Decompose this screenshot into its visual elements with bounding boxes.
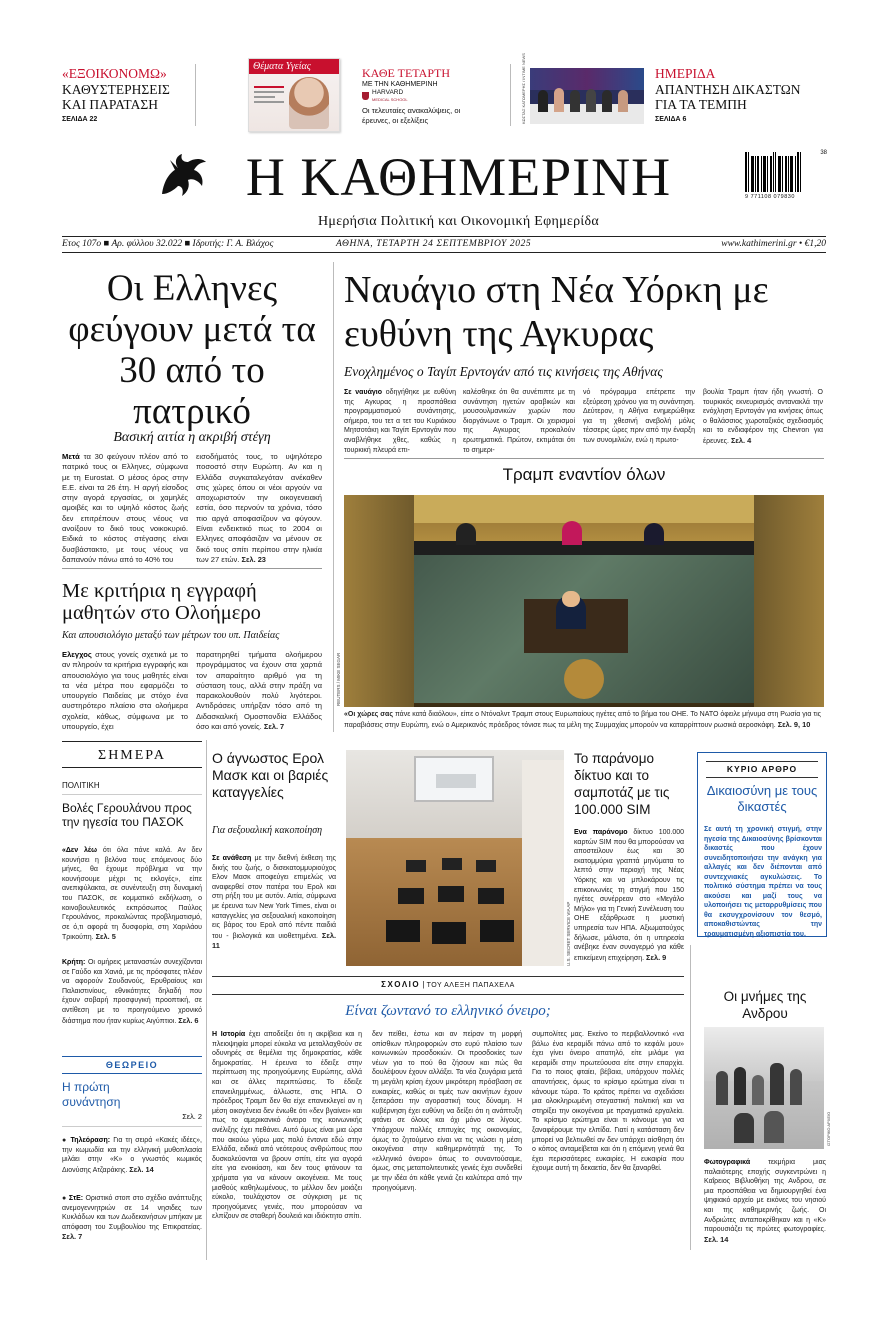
harvard-logo: [362, 89, 468, 103]
caption-page-ref[interactable]: Σελ. 9, 10: [777, 719, 811, 729]
un-photo-caption: [344, 710, 824, 732]
caption-lead: «Οι χώρες σας: [344, 711, 393, 718]
comment-label-row: [212, 980, 684, 989]
info-rule-top: [62, 236, 826, 237]
story-body-lead: Ελεγχος: [62, 650, 92, 659]
promo-magazine-line1: ΜΕ ΤΗΝ ΚΑΘΗΜΕΡΙΝΗ: [362, 81, 438, 88]
politics-label: ΠΟΛΙΤΙΚΗ: [62, 781, 100, 790]
lead-body-col4: [703, 388, 823, 452]
masthead-subtitle: Ημερήσια Πολιτική και Οικονομική Εφημερίδα: [318, 214, 599, 229]
sim-photo-credit: U.S. SECRET SERVICE VIA AP: [566, 901, 571, 966]
lead-body-text: οδηγήθηκε με ευθύνη της Αγκυρας η προσπάθεια προγραμματισμού συνάντησης, σήμερα, του τετ α τετ του Κυριάκου Μητσοτάκη και Ταγίπ Ερντογάν που αναβλήθηκε χθες, καθώς η τουρκική πλευρά επι-: [344, 389, 457, 454]
today-rule: [62, 1126, 202, 1127]
tv-lead: Τηλεόραση:: [70, 1137, 111, 1144]
theatre-title[interactable]: Η πρώτη συνάντηση: [62, 1080, 121, 1109]
andros-headline[interactable]: Οι μνήμες της Ανδρου: [723, 989, 807, 1021]
musk-lead: Σε ανάθεση: [212, 855, 252, 862]
magazine-cover-lines: [254, 83, 284, 106]
lead-body-lead: Σε ναυάγιο: [344, 389, 382, 396]
harvard-shield-icon: [362, 92, 369, 100]
story-body-lead: Μετά: [62, 452, 80, 461]
sim-page-ref[interactable]: Σελ. 9: [646, 952, 667, 962]
today-rule: [62, 741, 202, 742]
barcode: [745, 152, 827, 208]
photo-headline[interactable]: Τραμπ εναντίον όλων: [502, 465, 666, 484]
crete-page-ref[interactable]: Σελ. 6: [178, 1015, 199, 1025]
sim-farm-photo[interactable]: [346, 750, 564, 966]
promo-magazine-kicker: ΚΑΘΕ ΤΕΤΑΡΤΗ: [362, 66, 450, 80]
theatre-label: ΘΕΩΡΕΙΟ: [105, 1060, 159, 1070]
sim-text: δίκτυο 100.000 καρτών SIM που θα μπορούσαν να αποστείλουν έως και 30 εκατομμύρια γραπτά μηνύματα το λεπτό στην περιοχή της Νέας Υόρκης και να μπλοκάρουν τις επικοινωνίες τη στιγμή που 150 ηγέτες συνέρρεαν στο «Μεγάλο Μήλο» για τη Γενική Συνέλευση του ΟΗΕ εξάρθρωσε η μυστική υπηρεσία των ΗΠΑ. Αξιωματούχος δήλωσε, μάλιστα, ότι η υπηρεσία ανέβηκε έναν συναγερμό για κάθε επικείμενη επιχείρηση.: [574, 829, 684, 962]
comment-lead: Η Ιστορία: [212, 1031, 246, 1038]
column-divider: [333, 262, 334, 732]
comment-author: ΤΟΥ ΑΛΕΞΗ ΠΑΠΑΧΕΛΑ: [426, 982, 515, 989]
politics-body: [62, 846, 202, 952]
andros-photo[interactable]: [704, 1027, 824, 1149]
politics-lead: «Δεν λέω: [62, 847, 97, 854]
comment-body-col2: [372, 1030, 522, 1246]
editorial-rule: [706, 761, 818, 762]
promo-divider: [195, 64, 196, 126]
lead-subhead: Ενοχλημένος ο Ταγίπ Ερντογάν από τις κινήσεις της Αθήνας: [344, 364, 663, 379]
section-divider: [62, 568, 322, 569]
bullet-icon: ●: [62, 1137, 68, 1144]
andros-body: [704, 1158, 826, 1248]
promo-right-title: ΑΠΑΝΤΗΣΗ ΔΙΚΑΣΤΩΝ ΓΙΑ ΤΑ ΤΕΜΠΗ: [655, 82, 801, 112]
lead-body-text: νό πρόγραμμα επέτρεπε την εξεύρεση χρόνου για τη συνάντηση. Δεύτερον, η Αθήνα ενημερώθηκε για τη χθεσινή ανεβολή μόλις τέσσερις ώρες πριν από την έναρξη των συνομιλιών, ενώ η πρωτο-: [583, 389, 695, 444]
story-body-text: εισοδήματός τους, το υψηλότερο ποσοστό στην Ευρώπη. Αν και η Ελλάδα συγκαταλεγόταν ανέκαθεν στις χώρες όπου οι νέοι αργούν να αποχωριστούν την οικογενειακή εστία, όσο περνούν τα χρόνια, τόσο πιο αργά αποφασίζουν να φύγουν. Είναι ενδεικτικό πως το 2004 οι Ελληνες αποφάσιζαν να μένουν σε δικό τους σπίτι περίπου στην ηλικία των 27 ετών.: [196, 452, 322, 564]
caption-text: πάνε κατά διαόλου», είπε ο Ντόναλντ Τραμπ στους Ευρωπαίους ηγέτες από το βήμα του ΟΗΕ. Το ΝΑΤΟ όφειλε μήνυμα στη Ρωσία για τις παραβιάσεις στην Ευρώπη, ενώ ο Αμερικανός πρόεδρος τόνισε πως τα μέλη της Συμμαχίας μπορούν να καταρρίπτουν ρωσικά αεροσκάφη.: [344, 711, 822, 729]
promo-magazine[interactable]: [362, 66, 468, 128]
promo-left-page: ΣΕΛΙΔΑ 22: [62, 116, 98, 123]
story-body-text: στους γονείς σχετικά με το αν πληρούν τα κριτήρια εγγραφής και απουσιολόγιο για τους μαθητές είναι τα νέα μέτρα που εφαρμόζει το υπουργείο Παιδείας με στόχο ένα αυστηρότερο πλαίσιο στα ολοήμερα σχολεία, κάθως, σύμφωνα με το υπουργείο, έχει: [62, 650, 188, 732]
today-rule: [62, 794, 202, 795]
ste-lead: ΣτΕ:: [68, 1195, 84, 1202]
today-rule: [62, 767, 202, 768]
tv-text: Για τη σειρά «Κακές ιδέες», την κωμωδία και την ελληνική μυθοπλασία μιλάει στην «Κ» ο γνωστός κωμικός Διονύσης Ατζαράκης.: [62, 1137, 202, 1174]
theatre-page-ref[interactable]: Σελ. 2: [182, 1112, 202, 1121]
story-body-col2: [196, 650, 322, 730]
masthead-title: Η ΚΑΘΗΜΕΡΙΝΗ: [245, 147, 672, 207]
harvard-name: HARVARD: [372, 89, 404, 96]
story-headline[interactable]: Οι Ελληνες φεύγουν μετά τα 30 από το πατρικό: [68, 268, 316, 432]
editorial-title[interactable]: Δικαιοσύνη με τους δικαστές: [706, 783, 818, 814]
comment-separator: |: [422, 980, 427, 989]
column-divider: [690, 945, 691, 1250]
lead-page-ref[interactable]: Σελ. 4: [730, 435, 752, 445]
sim-headline[interactable]: Το παράνομο δίκτυο και το σαμποτάζ με τις 100.000 SIM: [574, 751, 670, 817]
story-page-ref[interactable]: Σελ. 7: [263, 722, 285, 732]
promo-left-title: ΚΑΘΥΣΤΕΡΗΣΕΙΣ ΚΑΙ ΠΑΡΑΤΑΣΗ: [62, 82, 170, 112]
theatre-rule: [62, 1073, 202, 1074]
comment-body-col1: [212, 1030, 362, 1246]
comment-text: συμπολίτες μας. Εκείνο το περιβαλλοντικό «να βάλω ένα κεραμίδι πάνω από το κεφάλι μου» έχει γίνει όνειρο απατηλό, είτε μιλάμε για κεραμίδι στην πρωτεύουσα είτε στην επαρχία. Για το ποιος φταίει, βέβαια, υπάρχουν πολλές απαντήσεις, όμως το κρίσιμο ερώτημα είναι τι κάνουμε τώρα. Το κράτος πρέπει να σχεδιάσει μια ολοκληρωμένη στεγαστική πολιτική και να στηρίξει την οικογένεια με πραγματικά εργαλεία. Το κρίσιμο ερώτημα είναι τι κάνουμε για να ξαναφέρουμε την ελπίδα. Γιατί η κατάσταση δεν μπορεί να βελτιωθεί αν δεν υπάρχει αίσθηση ότι ο κόπος ανταμείβεται και ότι η επόμενη γενιά θα έχει περισσότερες ευκαιρίες. Η ευκαιρία που έχουμε αυτή τη δεκαετία, δεν θα ξαναρθεί.: [532, 1031, 684, 1173]
magazine-cover-photo: [289, 77, 329, 129]
crete-body: [62, 958, 202, 1046]
promo-left[interactable]: [62, 66, 190, 128]
promo-left-tag: «ΕΞΟΙΚΟΝΟΜΩ»: [62, 66, 167, 81]
promo-right[interactable]: [655, 66, 815, 128]
politics-title[interactable]: Βολές Γερουλάνου προς την ηγεσία του ΠΑΣΟΚ: [62, 801, 192, 829]
promo-right-tag: ΗΜΕΡΙΔΑ: [655, 66, 716, 81]
info-left: Ετος 107ο ■ Αρ. φύλλου 32.022 ■ Ιδρυτής: Γ. Α. Βλάχος: [62, 239, 274, 249]
story-body-col1: [62, 650, 188, 730]
lead-body-col2: [463, 388, 575, 452]
andros-page-ref[interactable]: Σελ. 14: [704, 1234, 729, 1244]
story-body-text: παρατηρηθεί τμήματα ολοήμερου προγράμματος να έχουν στα χαρτιά τον απαραίτητο αριθμό για τη σύσταση τους, αλλά στην πράξη να παρακολουθούν πολύ λιγότεροι. Αντιδράσεις υπήρξαν τόσο από τη Διδασκαλική Ομοσπονδία Ελλάδος όσο και από γονείς.: [196, 650, 322, 732]
andros-lead: Φωτογραφικά: [704, 1159, 751, 1166]
un-assembly-photo[interactable]: [344, 495, 824, 707]
story-body-col2: [196, 452, 322, 564]
tv-body: [62, 1136, 202, 1188]
story-subhead: Βασική αιτία η ακριβή στέγη: [113, 430, 271, 445]
musk-body: [212, 854, 336, 964]
editorial-label: ΚΥΡΙΟ ΑΡΘΡΟ: [726, 764, 798, 774]
editorial-body: Σε αυτή τη χρονική στιγμή, στην ηγεσία της Δικαιοσύνης βρίσκονται δικαστές που έχουν συνειδητοποιήσει την ανάγκη για αλλαγές και δεν διέπονται από συντεχνιακές αγκυλώσεις. Το πολιτικό σύστημα πρέπει να τους ακούσει και μαζί τους να υλοποιήσει τις μεταρρυθμίσεις που θα εκσυγχρονίσουν τον θεσμό, αποκαθιστώντας την τραυματισμένη αξιοπιστία του.: [704, 826, 822, 938]
musk-text: με την διεθνή έκθεση της δικής του ζωής, ο δισεκατομμυριούχος Ελον Μασκ αποφεύγει επιμελώς να αναφερθεί στον πατέρα του Ερολ και στη ρήξη του με αυτόν. Αιτία, σύμφωνα με έρευνα των New York Times, είναι οι καταγγελίες για σεξουαλική κακοποίηση εις βάρος του Ερολ από πέντε παιδιά του - βιολογικά και υιοθετημένα.: [212, 855, 336, 940]
andros-text: τεκμήρια μιας παλαιότερης εποχής συγκεντρώνει η Καΐρειος Βιβλιοθήκη της Ανδρου, σε μια προσπάθεια να δημιουργηθεί ένα ψηφιακό αρχείο με εικόνες του νησιού και της καθημερινής ζωής. Οι Ανδριώτες ανταποκρίθηκαν και η «Κ» παρουσιάζει τις πρώτες φωτογραφίες.: [704, 1159, 826, 1234]
crete-lead: Κρήτη:: [62, 959, 86, 966]
bullet-icon: ●: [62, 1195, 67, 1202]
story-subhead: Και απουσιολόγιο μεταξύ των μέτρων του υπ. Παιδείας: [62, 630, 280, 641]
column-divider: [206, 740, 207, 1260]
un-photo-credit: REUTERS / MIKE SEGAR: [336, 652, 341, 706]
today-header: ΣΗΜΕΡΑ: [98, 748, 166, 763]
harvard-sub: MEDICAL SCHOOL: [372, 97, 408, 102]
andros-photo-credit: ΙΣΤΟΡΙΚΟ ΑΡΧΕΙΟ: [826, 1111, 831, 1146]
comment-headline[interactable]: Είναι ζωντανό το ελληνικό όνειρο;: [345, 1003, 551, 1019]
tv-page-ref[interactable]: Σελ. 14: [129, 1164, 154, 1174]
griffin-logo-icon: [156, 150, 208, 202]
crete-text: Οι ομήρεις μεταναστών συνεχίζονται σε Γαύδο και Χανιά, με τις πρόσφατες πλέον να αφορούν Σουδανούς, Ερυθραίους και Παλαιστινίους, εθνικότητες δηλαδή που έχουν σοβαρή προσφυγική προοπτική, σε αντίθεση με το προηγούμενο χρονικό διάστημα που ήταν κυρίως Αιγύπτιοι.: [62, 959, 202, 1025]
musk-headline[interactable]: Ο άγνωστος Ερολ Μασκ και οι βαριές καταγγελίες: [212, 750, 329, 800]
comment-body-col3: [532, 1030, 684, 1246]
promo-right-photo[interactable]: [530, 68, 644, 124]
promo-divider: [510, 64, 511, 126]
story-body-col1: [62, 452, 188, 564]
lead-headline[interactable]: Ναυάγιο στη Νέα Υόρκη με ευθύνη της Αγκυρας: [344, 269, 769, 355]
theatre-rule: [62, 1056, 202, 1057]
editorial-box: [697, 752, 827, 937]
lead-body-text: καλέσθηκε ότι θα συνέπιπτε με τη συνάντηση ηγετών αραβικών και μουσουλμανικών χωρών που διοργάνωνε ο Τραμπ. Οι χειρισμοί της Αγκυρας προκαλούν ερωτηματικά. Πρώτον, εκτιμάται ότι το σημερι-: [463, 389, 575, 454]
comment-label: ΣΧΟΛΙΟ: [381, 980, 421, 989]
lead-body-col1: [344, 388, 456, 452]
comment-rule: [212, 976, 684, 977]
lead-body-text: βουλία Τραμπ ήταν ήδη γνωστή. Ο τουρκικός εκνευρισμός αντανακλά την ενόχληση Ερντογάν για κινήσεις όπως ο θαλάσσιος χωροταξικός σχεδιασμός και το ενδιαφέρον της Chevron για έρευνες.: [703, 389, 823, 445]
ste-page-ref[interactable]: Σελ. 7: [62, 1232, 83, 1242]
musk-page-ref[interactable]: Σελ. 11: [212, 930, 336, 951]
magazine-cover[interactable]: [248, 58, 340, 132]
comment-rule: [212, 994, 684, 995]
promo-right-page: ΣΕΛΙΔΑ 6: [655, 116, 687, 123]
barcode-digits: 9 771108 079830: [745, 194, 795, 200]
magazine-cover-title: Θέματα Υγείας: [249, 59, 339, 74]
musk-subhead: Για σεξουαλική κακοποίηση: [212, 825, 323, 836]
info-right: www.kathimerini.gr • €1,20: [721, 239, 826, 249]
story-headline[interactable]: Με κριτήρια η εγγραφή μαθητών στο Ολοήμερο: [62, 580, 261, 624]
story-body-text: τα 30 φεύγουν πλέον από το πατρικό τους οι Ελληνες, σύμφωνα με τη Eurostat. Ο μέσος όρος στην Ε.Ε. είναι τα 26 έτη. Η αργή είσοδος στην αγορά εργασίας, οι χαμηλές αμοιβές και το υψηλό κόστος ζωής δεν επιτρέπουν στους νέους να ανοίξουν το δικό τους νοικοκυριό. Ειδικά το κόστος στέγασης είναι δυσβάστακτο, με τους νέους να δαπανούν πάνω από το 40% του: [62, 452, 188, 564]
sim-body: [574, 828, 684, 966]
sim-lead: Ενα παράνομο: [574, 829, 628, 836]
section-divider: [344, 458, 824, 459]
info-rule-bottom: [62, 252, 826, 253]
comment-text: έχει αποδείξει ότι η ακρίβεια και η πλειοψηφία μπορεί εύκολα να μεταλλαχθούν σε οδυνηρές σε θεμέλια της δημοκρατίας, κάθε δημοκρατίας. Η έρευνα το έδειξε στην περίπτωση της προηγούμενης Ευρώπης, αλλά και σε άλλες περιπτώσεις. Το έδειξε επανειλημμένως, άλλωστε, στις ΗΠΑ. Ο πρόεδρος Τραμπ δεν θα είχε επανεκλεγεί αν η μέση οικογένεια δεν ένιωθε ότι «δεν βγαίνει» και πως το αμερικανικό όνειρο της κοινωνικής ανέλιξης έχει πεθάνει. Αυτό όμως είναι μια ώρα που ακούω γύρω μας πολύ έντονα εδώ στην Ελλάδα, ειδικά από νεότερους ανθρώπους που δυσκολεύονται να βρουν σπίτι, είτε για αγορά είτε για ενοικίαση, και δεν τους φτάνουν τα χρήματα για να κάνουν οικογένεια. Με τους μισθούς καθηλωμένους, το μέλλον δεν μοιάζει εύκολο, τουλάχιστον σε σύγκριση με τις προηγούμενες γενιές, που μπορούσαν να ελπίζουν σε σταθερή δουλειά και ιδιόκτητο σπίτι.: [212, 1031, 362, 1221]
politics-text: ότι όλα πάνε καλά. Αν δεν κουνήσει η βελόνα τους επόμενους δύο μήνες, θα έχουμε πρόβλημα να την κουνήσουμε μέχρι τις εκλογές», είπε ανεπιφύλακτα, σε συνέντευξη στη δυναμική του ΠΑΣΟΚ, σε κομματικό εκδήλωση, ο κοινοβουλευτικός εκπρόσωπος Παύλος Γερουλάνος, προκαλώντας προβληματισμό, σε ό,τι αφορά τη δυσφορία, στη Χαριλάου Τρικούπη.: [62, 847, 202, 942]
promo-magazine-desc: Οι τελευταίες ανακαλύψεις, οι έρευνες, οι εξελίξεις: [362, 106, 461, 125]
ste-text: Οριστικό στοπ στο σχέδιο ανάπτυξης ανεμογεννητριών σε 14 νησιδες των Κυκλάδων και των Δωδεκανήσων μπήκαν με απόφαση του Συμβουλίου της Επικρατείας.: [62, 1195, 202, 1231]
issue-date: ΑΘΗΝΑ, ΤΕΤΑΡΤΗ 24 ΣΕΠΤΕΜΒΡΙΟΥ 2025: [336, 239, 532, 249]
editorial-rule: [706, 777, 818, 778]
ste-body: [62, 1194, 202, 1246]
promo-right-credit: ΚΩΣΤΑΣ ΚΑΤΩΜΕΡΗΣ / ΙNTIME NEWS: [521, 53, 526, 124]
barcode-top: 38: [820, 150, 827, 156]
comment-text: δεν πείθει, έστω και αν πείραν τη μορφή οπίσθιων πληροφοριών στο ευρύ πλαίσιο των κοινωνικών προσδοκιών. Οι προσδοκίες των νέων για το πού θα ζήσουν και πώς θα δουλέψουν έχουν αλλάξει. Τα νέα ζευγάρια μετά τη μεγάλη κρίση έχουν μικρότερη πρόσβαση σε ευκαιρίες, καθώς οι τιμές των ακινήτων έχουν ξεπεράσει την αγοραστική τους δύναμη. Η κυβέρνηση έχει ευθύνη να δείξει ότι η ανάπτυξη φτάνει σε όλους και όχι μόνο σε λίγους. Υπάρχουν πολλές επιτυχίες της οικονομίας, όμως το ζητούμενο είναι να τις νιώσει η μέση οικογένεια στην καθημερινότητά της. Το «ελληνικό όνειρο» όπως το συναντούσαμε, όμως, στις μεταπολιτευτικές γενιές έχει συνδεθεί με την ιδέα ότι κάθε γενιά ζει καλύτερα από την προηγούμενη.: [372, 1031, 522, 1192]
lead-body-col3: [583, 388, 695, 452]
politics-page-ref[interactable]: Σελ. 5: [95, 932, 116, 942]
story-page-ref[interactable]: Σελ. 23: [241, 554, 266, 564]
